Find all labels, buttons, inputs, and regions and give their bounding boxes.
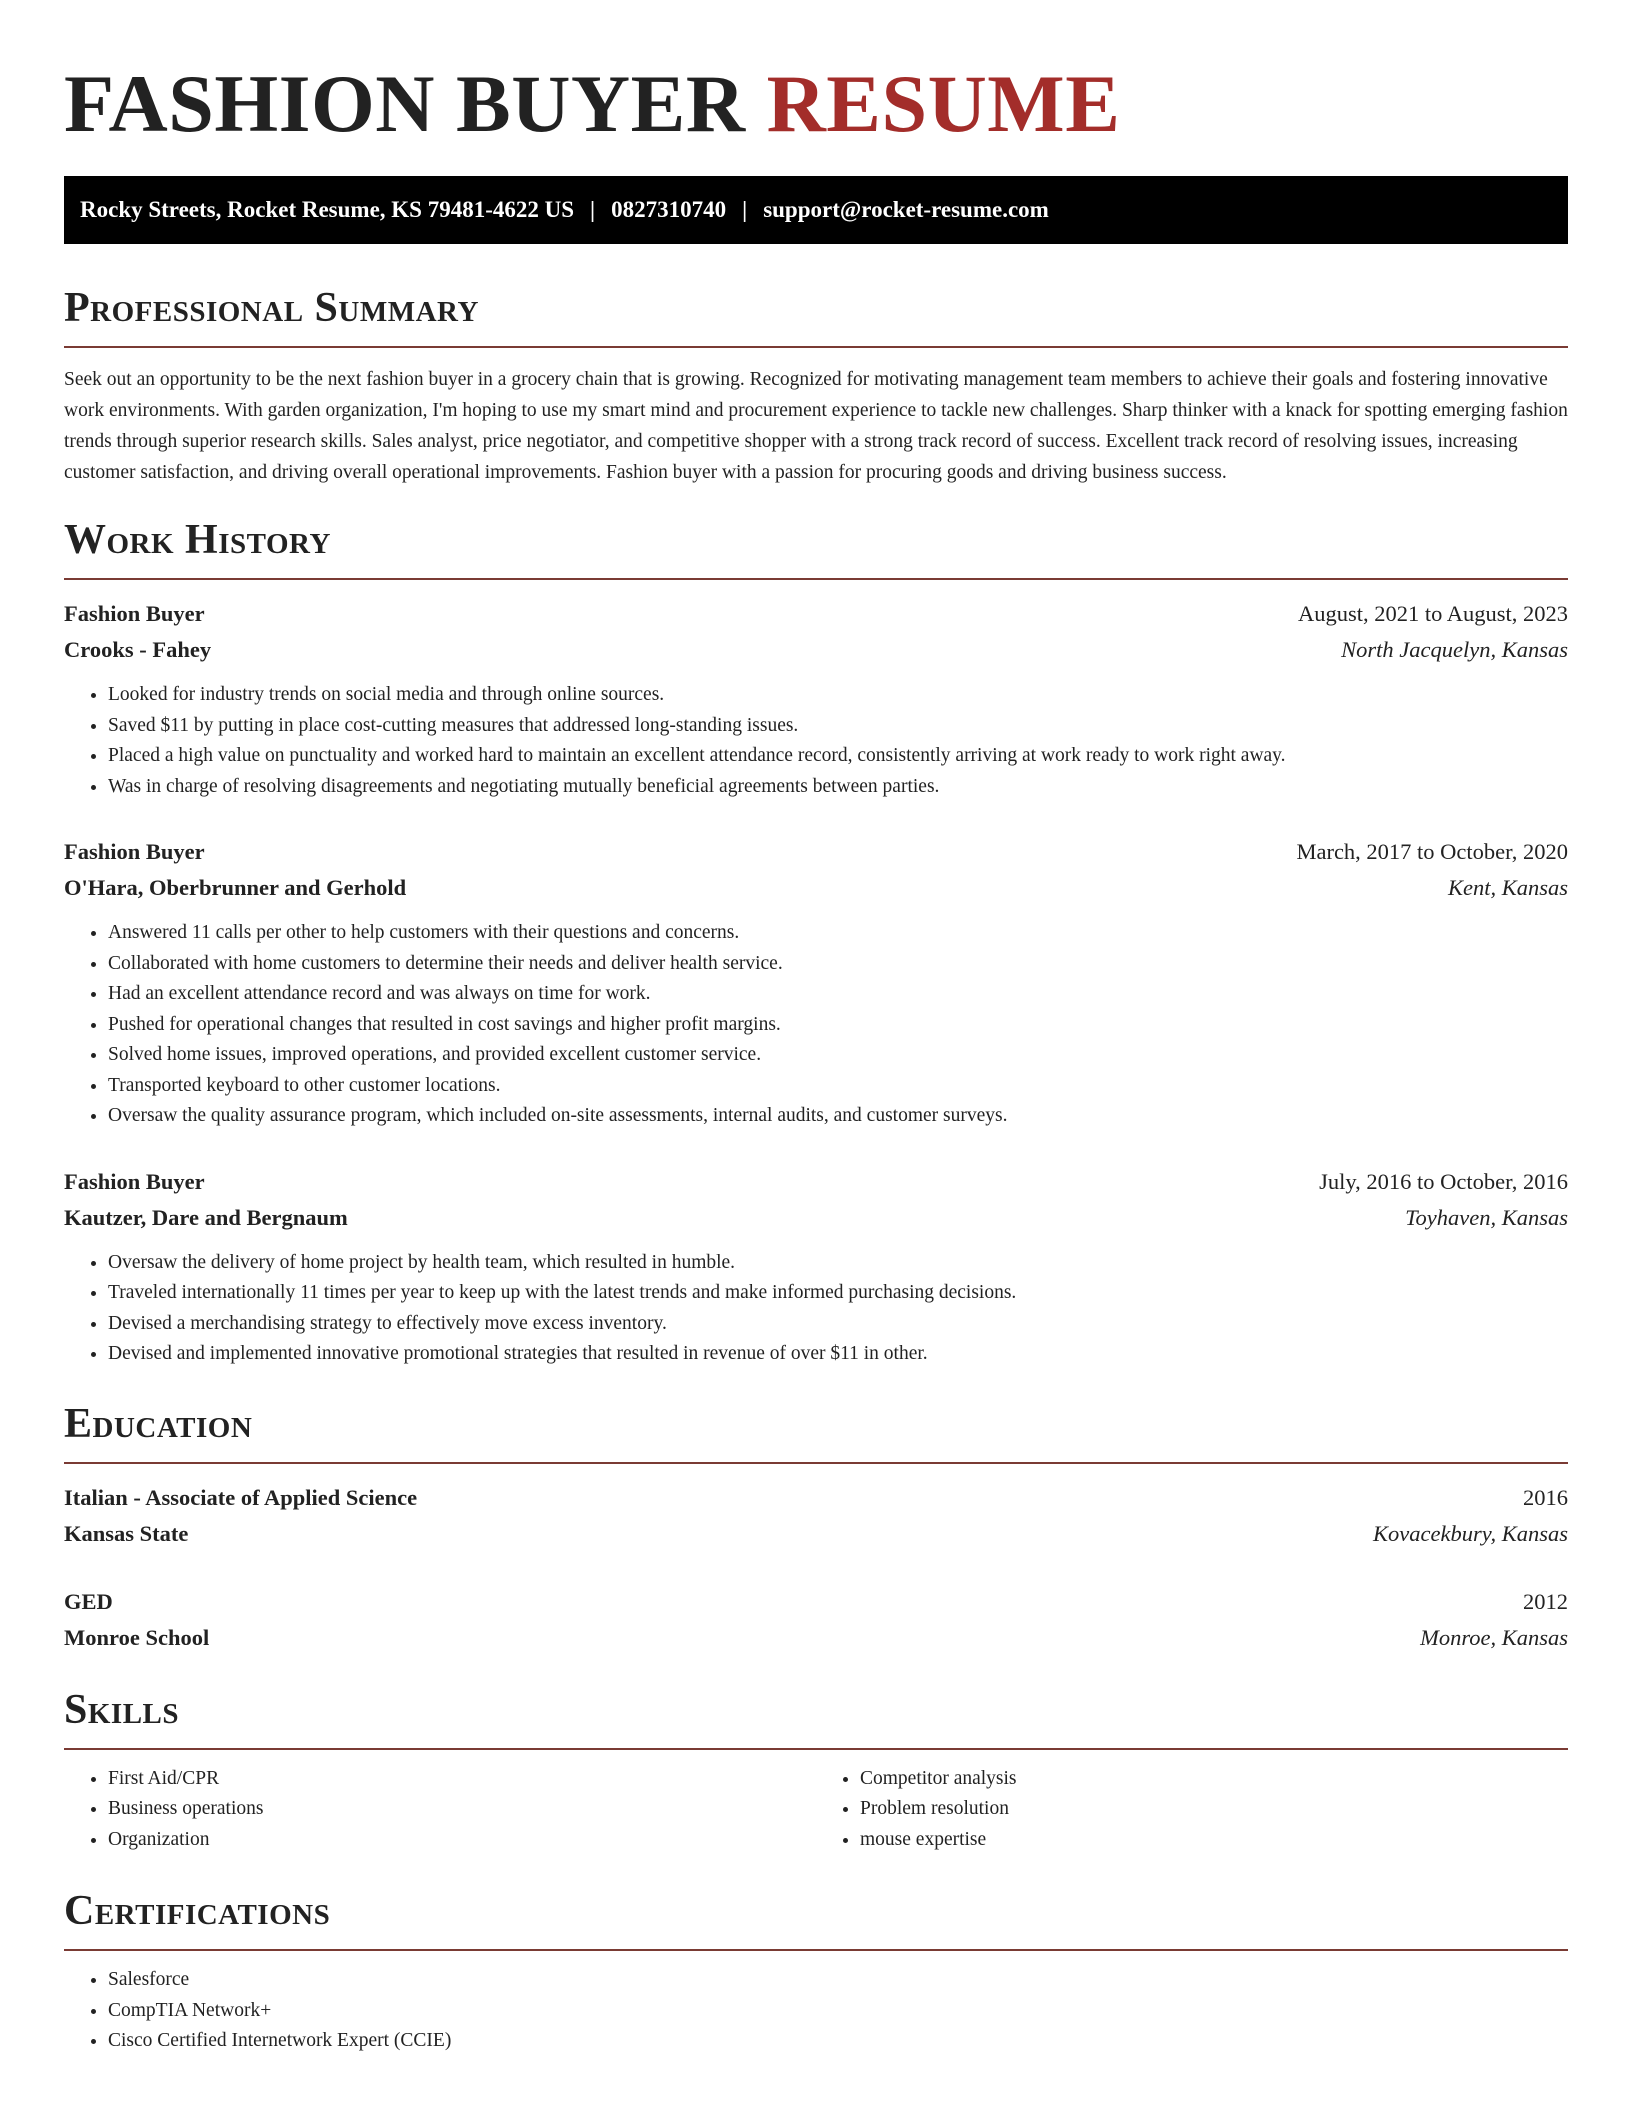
list-item: • CompTIA Network+ <box>108 1996 1568 2027</box>
list-item: • Answered 11 calls per other to help customers with their questions and concerns. <box>108 918 1568 949</box>
list-item: • Collaborated with home customers to determine their needs and deliver health service. <box>108 949 1568 980</box>
education-degree: Italian - Associate of Applied Science <box>64 1484 418 1510</box>
list-item: • Looked for industry trends on social media and through online sources. <box>108 680 1568 711</box>
section-divider <box>64 346 1568 348</box>
job-header-row <box>64 596 1568 632</box>
education-school-row <box>64 1516 1568 1552</box>
section-heading-skills: Skills <box>64 1686 180 1733</box>
list-item: • Traveled internationally 11 times per year to keep up with the latest trends and make informed purchasing decisions. <box>108 1278 1568 1309</box>
summary-section <box>64 282 1568 488</box>
education-degree: GED <box>64 1588 113 1614</box>
skills-list-left <box>64 1764 816 1856</box>
skills-list-right <box>816 1764 1568 1856</box>
contact-separator: | <box>590 197 596 222</box>
education-degree-row <box>64 1480 1568 1516</box>
section-divider <box>64 1462 1568 1464</box>
job-header-row <box>64 1164 1568 1200</box>
list-item: • Oversaw the quality assurance program, which included on-site assessments, internal audits, and customer surveys. <box>108 1101 1568 1132</box>
list-item: • Competitor analysis <box>860 1764 1568 1795</box>
education-year: 2012 <box>1523 1588 1568 1614</box>
job-title: Fashion Buyer <box>64 601 205 626</box>
contact-phone: 0827310740 <box>611 197 727 222</box>
job-company-row <box>64 1200 1568 1236</box>
skills-grid <box>64 1750 1568 1856</box>
job-entry <box>64 596 1568 802</box>
list-item: • Devised and implemented innovative promotional strategies that resulted in revenue of over $11 in other. <box>108 1339 1568 1370</box>
job-location: North Jacquelyn, Kansas <box>1341 637 1568 662</box>
job-bullets <box>64 680 1568 802</box>
title-main: FASHION BUYER <box>64 58 746 149</box>
contact-bar <box>64 176 1568 244</box>
section-heading-work: Work History <box>64 517 331 563</box>
job-company-row <box>64 870 1568 906</box>
resume-title <box>64 0 1568 152</box>
education-entry <box>64 1480 1568 1552</box>
job-dates: July, 2016 to October, 2016 <box>1319 1168 1568 1194</box>
skills-section <box>64 1684 1568 1856</box>
certifications-list <box>64 1965 1568 2057</box>
education-location: Kovacekbury, Kansas <box>1373 1520 1568 1546</box>
summary-text: Seek out an opportunity to be the next fashion buyer in a grocery chain that is growing. Recognized for motivating management team members to achieve their goals and fostering innovative work environments. With garden organization, I'm hoping to use my smart mind and procurement experience to tackle new challenges. Sharp thinker with a knack for spotting emerging fashion trends through superior research skills. Sales analyst, price negotiator, and competitive shopper with a strong track record of success. Excellent track record of resolving issues, increasing customer satisfaction, and driving overall operational improvements. Fashion buyer with a passion for procuring goods and driving business success. <box>64 369 1568 483</box>
list-item: • Oversaw the delivery of home project by health team, which resulted in humble. <box>108 1248 1568 1279</box>
list-item: • Business operations <box>108 1794 816 1825</box>
job-company: Kautzer, Dare and Bergnaum <box>64 1204 348 1230</box>
list-item: • Cisco Certified Internetwork Expert (CCIE) <box>108 2026 1568 2057</box>
job-bullets <box>64 918 1568 1132</box>
education-year: 2016 <box>1523 1484 1568 1510</box>
list-item: • First Aid/CPR <box>108 1764 816 1795</box>
list-item: • Salesforce <box>108 1965 1568 1996</box>
job-title: Fashion Buyer <box>64 839 205 864</box>
work-section <box>64 514 1568 1370</box>
list-item: • Solved home issues, improved operations, and provided excellent customer service. <box>108 1040 1568 1071</box>
list-item: • Saved $11 by putting in place cost-cutting measures that addressed long-standing issues. <box>108 711 1568 742</box>
list-item: • Placed a high value on punctuality and worked hard to maintain an excellent attendance record, consistently arriving at work ready to work right away. <box>108 741 1568 772</box>
list-item: • Had an excellent attendance record and was always on time for work. <box>108 979 1568 1010</box>
list-item: • Devised a merchandising strategy to effectively move excess inventory. <box>108 1309 1568 1340</box>
education-degree-row <box>64 1584 1568 1620</box>
job-title: Fashion Buyer <box>64 1168 205 1194</box>
section-heading-certifications: Certifications <box>64 1888 331 1934</box>
job-company: O'Hara, Oberbrunner and Gerhold <box>64 875 407 900</box>
list-item: • Organization <box>108 1825 816 1856</box>
section-heading-summary: Professional Summary <box>64 285 479 331</box>
section-divider <box>64 578 1568 580</box>
job-company-row <box>64 632 1568 668</box>
list-item: • Problem resolution <box>860 1794 1568 1825</box>
education-entry <box>64 1584 1568 1656</box>
contact-address: Rocky Streets, Rocket Resume, KS 79481-4622 US <box>80 197 575 222</box>
list-item: • Was in charge of resolving disagreements and negotiating mutually beneficial agreements between parties. <box>108 772 1568 803</box>
job-entry <box>64 834 1568 1132</box>
contact-email: support@rocket-resume.com <box>763 197 1049 222</box>
list-item: • Transported keyboard to other customer locations. <box>108 1071 1568 1102</box>
education-section <box>64 1398 1568 1656</box>
job-header-row <box>64 834 1568 870</box>
list-item: • Pushed for operational changes that resulted in cost savings and higher profit margins. <box>108 1010 1568 1041</box>
title-accent: RESUME <box>766 58 1121 149</box>
education-school: Kansas State <box>64 1520 189 1546</box>
education-school-row <box>64 1620 1568 1656</box>
job-location: Toyhaven, Kansas <box>1405 1204 1568 1230</box>
job-dates: August, 2021 to August, 2023 <box>1297 601 1568 626</box>
section-heading-education: Education <box>64 1400 253 1447</box>
section-divider <box>64 1949 1568 1951</box>
job-location: Kent, Kansas <box>1447 875 1568 900</box>
job-company: Crooks - Fahey <box>64 637 212 662</box>
job-bullets <box>64 1248 1568 1370</box>
job-dates: March, 2017 to October, 2020 <box>1296 839 1568 864</box>
list-item: • mouse expertise <box>860 1825 1568 1856</box>
contact-separator: | <box>742 197 748 222</box>
certifications-section <box>64 1885 1568 2057</box>
job-entry <box>64 1164 1568 1370</box>
education-location: Monroe, Kansas <box>1420 1624 1568 1650</box>
education-school: Monroe School <box>64 1624 210 1650</box>
